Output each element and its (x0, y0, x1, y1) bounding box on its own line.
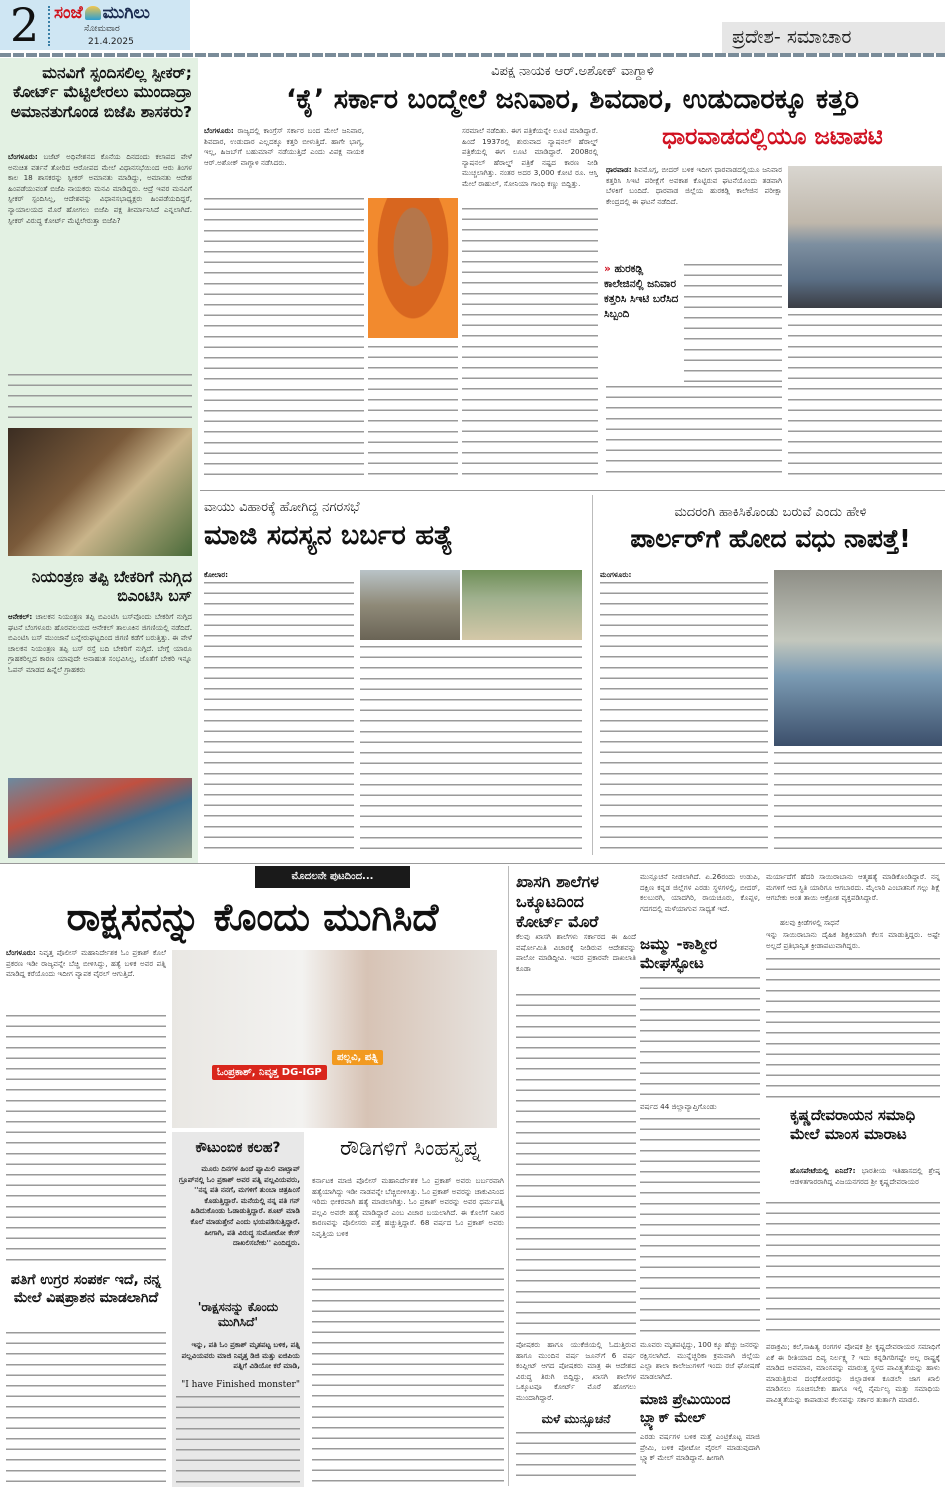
couple-photo (172, 950, 497, 1128)
quote-english: "I have Finished monster" (181, 1380, 300, 1390)
sidebar-story1-more-text (8, 372, 192, 420)
bride-headline: ಪಾರ್ಲರ್‌ಗೆ ಹೋದ ವಧು ನಾಪತ್ತೆ! (630, 524, 911, 553)
bride-kicker: ಮದರಂಗಿ ಹಾಕಿಸಿಕೊಂಡು ಬರುವೆ ಎಂದು ಹೇಳಿ (674, 505, 867, 520)
lead-headline: ‘ಕೈ’ ಸರ್ಕಾರ ಬಂದ್ಮೇಲೆ ಜನಿವಾರ, ಶಿವದಾರ, ಉಡುದಾರಕ್ಕೂ ಕತ್ತರಿ (286, 84, 859, 115)
lead-story-col1 (204, 126, 364, 196)
lead-story-col2-more (462, 206, 598, 481)
sports-more (766, 956, 940, 1104)
rowdy-body: ಕರ್ನಾಟಕ ಮಾಜಿ ಪೊಲೀಸ್ ಮಹಾನಿರ್ದೇಶಕ ಓಂ ಪ್ರಕಾಶ್ ಅವರು ಬರ್ಬರವಾಗಿ ಹತ್ಯೆಯಾಗಿದ್ದು ಇಡೀ ನಾಡವನ್ನೇ ಬೆಚ್ಚಿಬೀಳಿಸಿತ್ತು. ಓಂ ಪ್ರಕಾಶ್ ಅವರನ್ನು ಚಾಕುವಿನಿಂದ ಇರಿದು ಭೀಕರವಾಗಿ ಹತ್ಯೆ ಮಾಡಲಾಗಿತ್ತು. ಓಂ ಪ್ರಕಾಶ್ ಅವರನ್ನು ಅವರ ಧರ್ಮಪತ್ನಿ ಪಲ್ಲವಿ ಅವರೇ ಹತ್ಯೆ ಮಾಡಿದ್ದಾರೆ ಎಂಬ ವಿಚಾರ ಬಯಲಾಗಿದೆ. ಈ ಕೊಲೆಗೆ ನಿಖರ ಕಾರಣವನ್ನು ಪೊಲೀಸರು ಪತ್ತೆ ಹಚ್ಚುತ್ತಿದ್ದಾರೆ. 68 ವರ್ಷದ ಓಂ ಪ್ರಕಾಶ್ ಅವರು ನಿವೃತ್ತಿಯ ಬಳಿಕ (312, 1176, 504, 1238)
story-text: ಶಿವಮೊಗ್ಗ, ಬೀದರ್ ಬಳಿಕ ಇದೀಗ ಧಾರವಾಡದಲ್ಲಿಯೂ ಜನಿವಾರ ಕತ್ತರಿಸಿ ಸಿಇಟಿ ಪರೀಕ್ಷೆಗೆ ಅವಕಾಶ ಕೊಟ್ಟಿರುವ ಘಟನೆಯೊಂದು ತಡವಾಗಿ ಬೆಳಕಿಗೆ ಬಂದಿದೆ. ಧಾರವಾಡ ಜಿಲ್ಲೆಯ ಹುರಕಡ್ಲಿ ಕಾಲೇಜಿನ ಪರೀಕ್ಷಾ ಕೇಂದ್ರದಲ್ಲಿ ಈ ಘಟನೆ ನಡೆದಿದೆ. (606, 165, 782, 206)
side-story-more (684, 262, 782, 382)
column-divider (592, 495, 593, 855)
continued-tag: ಮೊದಲನೇ ಪುಟದಿಂದ... (255, 866, 410, 888)
murder-col1 (204, 580, 354, 850)
jk-tail: ಮೂವರು ಮೃತಪಟ್ಟಿದ್ದು, 100 ಕ್ಕೂ ಹೆಚ್ಚು ಜನರನ್ನು ರಕ್ಷಿಸಲಾಗಿದೆ. ಮುನ್ನೆಚ್ಚರಿಕಾ ಕ್ರಮವಾಗಿ ಜಿಲ್ಲೆಯ ಎಲ್ಲಾ ಶಾಲಾ ಕಾಲೇಜುಗಳಿಗೆ ಇಂದು ರಜೆ ಘೋಷಣೆ ಮಾಡಲಾಗಿದೆ. (640, 1340, 760, 1381)
family-box-more (176, 1394, 300, 1484)
sports-lead: ಮರ್ಯಾದೆಗೆ ಹೆದರಿ ಸಾಯಿರಾಬಾನು ಆತ್ಮಹತ್ಯೆ ಮಾಡಿಕೊಂಡಿದ್ದಾರೆ. ನನ್ನ ಮಗಳಿಗೆ ಆದ ಸ್ಥಿತಿ ಯಾರಿಗೂ ಆಗಬಾರದು. ಮೈಲಾರಿ ಎಂಬಾತನಿಗೆ ಗಲ್ಲು ಶಿಕ್ಷೆ ಆಗಬೇಕು ಅಂತ ತಾಯಿ ಆಕ್ರೋಶ ವ್ಯಕ್ತಪಡಿಸಿದ್ದಾರೆ. (766, 872, 940, 903)
side-story-col2 (788, 312, 942, 481)
student-photo (788, 166, 942, 308)
murder-col2 (360, 644, 582, 850)
dateline: ಬೆಂಗಳೂರು: (204, 126, 234, 135)
sports-subhead: ಹಲವು ಕ್ರೀಡೆಗಳಲ್ಲಿ ಸಾಧನೆ (780, 918, 840, 927)
lead-story-col1-more (204, 196, 364, 481)
quote-body: ಇನ್ನು, ಪತಿ ಓಂ ಪ್ರಕಾಶ್ ಮೃತಪಟ್ಟ ಬಳಿಕ, ಪತ್ನಿ ಪಲ್ಲವಿಯವರು ಮಾಜಿ ನಿವೃತ್ತ ಡಿಜಿ ಮತ್ತು ಐಜಿಪಿಯ ಪತ್ನಿಗೆ ವಿಡಿಯೋ ಕರೆ ಮಾಡಿ, (181, 1340, 300, 1371)
bride-groom-photo (774, 570, 942, 746)
bus-accident-photo (8, 778, 192, 858)
schools-more (516, 992, 636, 1337)
dateline: ಕೋಲಾರ: (204, 570, 229, 579)
story-text: ಬಜೆಟ್ ಅಧಿವೇಶನದ ಕೊನೆಯ ದಿನದಂದು ಕಲಾಪದ ವೇಳೆ ಅನುಚಿತ ವರ್ತನೆ ತೋರಿದ ಆರೋಪದ ಮೇಲೆ ವಿಧಾನಸಭೆಯಿಂದ ಆರು ತಿಂಗಳ ಕಾಲ 18 ಶಾಸಕರನ್ನು ಸ್ಪೀಕರ್ ಅಮಾನತು ಮಾಡಿದ್ದು, ಅಮಾನತು ಆದೇಶ ಹಿಂಪಡೆಯುವಂತೆ ಬಿಜೆಪಿ ನಾಯಕರು ಮನವಿ ಮಾಡಿದ್ದರು. ಆದ್ರೆ ಇವರ ಮನವಿಗೆ ಸ್ಪೀಕರ್ ಸ್ಪಂದಿಸಿಲ್ಲ, ಆದೇಶವನ್ನು ವಿಧಾನಸಭಾಧ್ಯಕ್ಷರು ಹಿಂಪಡೆಯದಿದ್ದರೆ, ನ್ಯಾಯಾಲಯದ ಮೊರೆ ಹೋಗಲು ಬಿಜೆಪಿ ಪಕ್ಷ ತೀರ್ಮಾನಿಸಿದೆ ಎನ್ನಲಾಗಿದೆ. ಸ್ಪೀಕರ್ ವಿರುದ್ಧ ಕೋರ್ಟ್ ಮೆಟ್ಟಿಲೇರುತ್ತಾ ಬಿಜೆಪಿ? (8, 152, 192, 225)
section-label: ಪ್ರದೇಶ- ಸಮಾಚಾರ (722, 22, 945, 53)
highlight-box (604, 262, 680, 322)
dateline: ಬೆಂಗಳೂರು: (8, 152, 38, 161)
assembly-photo (8, 428, 192, 556)
sidebar-story1-headline: ಮನವಿಗೆ ಸ್ಪಂದಿಸಲಿಲ್ಲ ಸ್ಪೀಕರ್; ಕೋರ್ಟ್ ಮೆಟ್ಟಿಲೇರಲು ಮುಂದಾದ್ರಾ ಅಮಾನತುಗೊಂಡ ಬಿಜೆಪಿ ಶಾಸಕರು? (10, 64, 192, 121)
brand-part1: ಸಂಜೆ (54, 3, 83, 23)
brand-logo (54, 3, 150, 23)
sidebar-story2-headline: ನಿಯಂತ್ರಣ ತಪ್ಪಿ ಬೇಕರಿಗೆ ನುಗ್ಗಿದ ಬಿಎಂಟಿಸಿ ಬಸ್ (31, 568, 192, 606)
krishna-more (766, 1200, 940, 1340)
highlight-text: ಹುರಕಡ್ಲಿ ಕಾಲೇಜಿನಲ್ಲಿ ಜನಿವಾರ ಕತ್ತರಿಸಿ ಸಿಇಟಿ ಬರೆಸಿದ ಸಿಬ್ಬಂದಿ (604, 263, 679, 320)
jk-more2 (640, 1116, 760, 1338)
bride-col1 (600, 580, 768, 850)
main-subheadline: ಪತಿಗೆ ಉಗ್ರರ ಸಂಪರ್ಕ ಇದೆ, ನನ್ನ ಮೇಲೆ ವಿಷಪ್ರಾಶನ ಮಾಡಲಾಗಿದೆ (10, 1272, 162, 1306)
krishna-body (790, 1166, 940, 1200)
main-story-more (6, 1013, 166, 1265)
column-divider (508, 866, 509, 1486)
rain-body: ಮುನ್ಸೂಚನೆ ನೀಡಲಾಗಿದೆ. ಏ.26ರಂದು ಉಡುಪಿ, ದಕ್ಷಿಣ ಕನ್ನಡ ಜಿಲ್ಲೆಗಳ ಎರಡು ಸ್ಥಳಗಳಲ್ಲಿ, ಬೀದರ್, ಕಲಬುರಗಿ, ಯಾದಗಿರಿ, ರಾಯಚೂರು, ಕೊಪ್ಪಳ, ಗದಗದಲ್ಲಿ ಮಳೆಯಾಗುವ ಸಾಧ್ಯತೆ ಇದೆ. (640, 872, 760, 913)
rowdy-more (312, 1266, 504, 1486)
sidebar-story1-body (8, 152, 192, 372)
crime-scene-photo (360, 570, 460, 640)
story-text: ಚಾಲಕನ ನಿಯಂತ್ರಣ ತಪ್ಪಿ ಬಿಎಂಟಿಸಿ ಬಸ್‌ವೊಂದು ಬೇಕರಿಗೆ ನುಗ್ಗಿದ ಘಟನೆ ಬೆಂಗಳೂರು ಹೊರವಲಯದ ಆನೇಕಲ್ ತಾಲೂಕಿನ ಜಿಗಣಿಯಲ್ಲಿ ನಡೆದಿದೆ. ಬಿಎಂಟಿಸಿ ಬಸ್ ಮುಂಜಾನೆ ಬನ್ನೇರುಘಟ್ಟದಿಂದ ಜಿಗಣಿ ಕಡೆಗೆ ಬರುತ್ತಿತ್ತು. ಈ ವೇಳೆ ಚಾಲಕನ ನಿಯಂತ್ರಣ ತಪ್ಪಿ ಬಸ್ ರಸ್ತೆ ಬದಿ ಬೇಕರಿಗೆ ನುಗ್ಗಿದೆ. ಬೇಗ್ಗೆ ಯಾರೂ ಗ್ರಾಹಕರಿಲ್ಲದ ಕಾರಣ ಯಾವುದೇ ಅನಾಹುತ ಸಂಭವಿಸಿಲ್ಲ, ಜೊತೆಗೆ ಬೇಕರಿ ಇನ್ನೂ ಓಪನ್ ಮಾಡದ ಹಿನ್ನೆಲೆ ಗ್ರಾಹಕರು (8, 612, 192, 674)
header-rule (0, 53, 945, 57)
dateline: ಹೊಸಪೇಟೆಯಲ್ಲಿ ಏನಿದೆ?: (790, 1166, 856, 1175)
murder-dateline (204, 570, 354, 580)
issue-date: 21.4.2025 (88, 37, 134, 47)
main-story-lead (6, 948, 166, 1013)
bride-dateline (600, 570, 768, 580)
side-story-body (606, 165, 782, 245)
side-story-more2 (606, 384, 782, 481)
lead-kicker: ವಿಪಕ್ಷ ನಾಯಕ ಆರ್.ಅಶೋಕ್ ವಾಗ್ದಾಳಿ (491, 64, 654, 79)
jk-more (640, 975, 760, 1100)
rain-headline: ಮಳೆ ಮುನ್ಸೂಚನೆ (541, 1412, 611, 1426)
rowdy-headline: ರೌಡಿಗಳಿಗೆ ಸಿಂಹಸ್ವಪ್ನ (339, 1136, 481, 1160)
blackmail-body: ಎರಡು ವರ್ಷಗಳ ಬಳಿಕ ಮತ್ತೆ ಎಂಟ್ರಿಕೊಟ್ಟ ಮಾಜಿ ಪ್ರೇಮಿ, ಬಳಿಕ ಪೋಟೋ ವೈರಲ್ ಮಾಡುವುದಾಗಿ ಬ್ಲ್ಯಾಕ್ ಮೇಲ್ ಮಾಡಿದ್ದಾನೆ. ಹೀಗಾಗಿ (640, 1432, 760, 1463)
issue-day: ಸೋಮವಾರ (84, 24, 120, 34)
murder-kicker: ವಾಯು ವಿಹಾರಕ್ಕೆ ಹೋಗಿದ್ದ ನಗರಸಭೆ (204, 500, 360, 515)
photo-label-wife: ಪಲ್ಲವಿ, ಪತ್ನಿ (332, 1050, 383, 1065)
schools-body: ಕೆಲವು ಖಾಸಗಿ ಶಾಲೆಗಳು ಸರ್ಕಾರದ ಈ ಹಿಂದೆ ವರ್ಷೋಮಿತಿ ವಿಚಾರಕ್ಕೆ ನೀಡಿರುವ ಆದೇಶವನ್ನು ಪಾಲೋ ಮಾಡಿದ್ದೀವಿ. ಇದರ ಪ್ರಕಾರವೇ ದಾಖಲಾತಿ ಕೂಡಾ (516, 932, 636, 973)
blackmail-headline: ಮಾಜಿ ಪ್ರೇಮಿಯಿಂದ ಬ್ಲ್ಯಾಕ್ ಮೇಲ್ (640, 1392, 731, 1426)
r-ashok-photo (368, 198, 458, 338)
story-text: ಭಾರತೀಯ ಇತಿಹಾಸದಲ್ಲಿ ಶ್ರೇಷ್ಠ ಆಡಳಿತಗಾರರಾಗಿದ್ದ ವಿಜಯನಗರದ ಶ್ರೀ ಕೃಷ್ಣದೇವರಾಯರ (790, 1166, 940, 1186)
schools-headline: ಖಾಸಗಿ ಶಾಲೆಗಳ ಒಕ್ಕೂಟದಿಂದ ಕೋರ್ಟ್ ಮೊರೆ (516, 872, 599, 931)
jk-headline: ಜಮ್ಮು -ಕಾಶ್ಮೀರ ಮೇಘಸ್ಫೋಟ (640, 935, 718, 972)
brand-part2: ಮುಗಿಲು (102, 3, 150, 23)
page-number: 2 (10, 0, 40, 52)
krishna-tail: ಪರಾಕ್ರಮಿ; ಕಲೆ,ಸಾಹಿತ್ಯ ರಂಗಗಳ ಪೋಷಕ ಶ್ರೀ ಕೃಷ್ಣದೇವರಾಯರ ಸಮಾಧಿಗೆ ಏಕೆ ಈ ರೀತಿಯಾದ ದಿವ್ಯ ನಿರ್ಲಕ್ಷ್ಯ ? ಇದು ಕನ್ನಡಿಗರಿಗಷ್ಟೇ ಅಲ್ಲ ರಾಷ್ಟ್ರಕ್ಕೆ ಮಾಡಿದ ಅವಮಾನ, ಮಾಂಸವನ್ನು ಮಾರುತ್ತ ಸ್ಥಳದ ಪಾವಿತ್ರ್ಯತೆಯನ್ನು ಹಾಳು ಮಾಡುತ್ತಿರುವ ದಂಧೆಕೋರರನ್ನು ಜಿಲ್ಲಾಡಳಿತ ಕೂಡಲೇ ಜಾಗ ಖಾಲಿ ಮಾಡಿಸಲು ಸೂಚಿಸಬೇಕು ಹಾಗೂ ಇಲ್ಲಿ ನೈರ್ಮಲ್ಯ ಮತ್ತು ಸಮಾಧಿಯ ಪಾವಿತ್ರ್ಯತೆಯನ್ನು ಕಾಪಾಡುವ ಕೆಲಸವನ್ನು ಸರ್ಕಾರ ತುರ್ತಾಗಿ ಮಾಡಲಿ. (766, 1342, 940, 1404)
victim-photo (462, 570, 582, 640)
divider (200, 490, 945, 491)
main-story-more2 (6, 1330, 166, 1485)
masthead-divider (48, 6, 50, 46)
jk-stat: ವರ್ಷದ 44 ಜಿಲ್ಲಾವ್ಯಾಪ್ತಿಗೊಂಡು (640, 1102, 717, 1111)
story-text: ರಾಜ್ಯದಲ್ಲಿ ಕಾಂಗ್ರೆಸ್ ಸರ್ಕಾರ ಬಂದ ಮೇಲೆ ಜನಿವಾರ, ಶಿವದಾರ, ಉಡುದಾರ ಎಲ್ಲದಕ್ಕೂ ಕತ್ತರಿ ಬೀಳುತ್ತಿದೆ. ಹಾಗೇ ಭಾಗ್ಯ, ಇಲ್ಲ, ಹಿಜಬ್‌ಗೆ ಬಹುಮಾನ್ ನಡೆಯುತ್ತಿದೆ ಎಂದು ವಿಪಕ್ಷ ನಾಯಕ ಆರ್.ಅಶೋಕ್ ವಾಗ್ದಾಳಿ ನಡೆಸಿದರು. (204, 126, 364, 167)
story-text: ನಿವೃತ್ತ ಪೊಲೀಸ್ ಮಹಾನಿರ್ದೇಶಕ ಓಂ ಪ್ರಕಾಶ್ ಕೊಲೆ ಪ್ರಕರಣ ಇಡೀ ರಾಜ್ಯವನ್ನೇ ಬೆಚ್ಚಿ ಬೀಳಿಸಿದ್ದು, ಹತ್ಯೆ ಬಳಿಕ ಅವರ ಪತ್ನಿ ಮಾಡಿದ್ದ ಕರೆಯೊಂದು ಇದೀಗ ವ್ಯಾಪಕ ವೈರಲ್ ಆಗುತ್ತಿದೆ. (6, 948, 166, 979)
rain-more (516, 1430, 636, 1485)
krishna-headline: ಕೃಷ್ಣದೇವರಾಯನ ಸಮಾಧಿ ಮೇಲೆ ಮಾಂಸ ಮಾರಾಟ (790, 1106, 916, 1143)
dateline: ಧಾರವಾಡ: (606, 165, 632, 174)
sports-body: ಇನ್ನು ಸಾಯಿರಾಬಾನು ದೈಹಿಕ ಶಿಕ್ಷಕಿಯಾಗಿ ಕೆಲಸ ಮಾಡುತ್ತಿದ್ದರು. ಅಷ್ಟೇ ಅಲ್ಲದೆ ಪ್ರತಿಭಾನ್ವಿತ ಕ್ರೀಡಾಪಟುವಾಗಿದ್ದರು. (766, 930, 940, 950)
lead-story-col2: ಸರಮಾಲೆ ನಡೆದಿತು. ಈಗ ಪತ್ರಿಕೆಯನ್ನೇ ಲೂಟಿ ಮಾಡಿದ್ದಾರೆ. ಹಿಂದೆ 1937ರಲ್ಲಿ ಶುರುವಾದ ನ್ಯಾಷನಲ್ ಹೆರಾಲ್ಡ್ ಪತ್ರಿಕೆಯಲ್ಲಿ ಈಗ ಲೂಟಿ ಮಾಡಿದ್ದಾರೆ. 2008ರಲ್ಲಿ ನ್ಯಾಷನಲ್ ಹೆರಾಲ್ಡ್ ಪತ್ರಿಕೆ ನಷ್ಟದ ಕಾರಣ ನೀಡಿ ಮುಚ್ಚಲಾಗಿತ್ತು. ನಂತರ ಅದರ 3,000 ಕೋಟಿ ರೂ. ಆಸ್ತಿ ಮೇಲೆ ರಾಹುಲ್, ಸೋನಿಯಾ ಗಾಂಧಿ ಕಣ್ಣು ಬಿದ್ದಿತ್ತು. (462, 126, 598, 188)
quote-headline: 'ರಾಕ್ಷಸನನ್ನು ಕೊಂದು ಮುಗಿಸಿದೆ' (197, 1300, 279, 1329)
bride-col2 (774, 750, 942, 850)
family-box-headline: ಕೌಟುಂಬಿಕ ಕಲಹ? (195, 1140, 281, 1156)
murder-headline: ಮಾಜಿ ಸದಸ್ಯನ ಬರ್ಬರ ಹತ್ಯೆ (204, 520, 454, 551)
photo-label-husband: ಓಂಪ್ರಕಾಶ್, ನಿವೃತ್ತ DG-IGP (212, 1065, 327, 1080)
dateline: ಆನೇಕಲ್: (8, 612, 33, 621)
main-headline: ರಾಕ್ಷಸನನ್ನು ಕೊಂದು ಮುಗಿಸಿದೆ (66, 895, 439, 939)
side-story-headline: ಧಾರವಾಡದಲ್ಲಿಯೂ ಜಟಾಪಟಿ (662, 124, 883, 150)
sidebar-story2-body (8, 612, 192, 792)
lead-story-col2a-more (368, 344, 458, 481)
schools-tail: ಪೋಷಕರು ಹಾಗೂ ಯುಕೆಜಿಯಲ್ಲಿ ಓದುತ್ತಿರುವ ಹಾಗೂ ಮುಂದಿನ ವರ್ಷ ಜೂನ್‌ಗೆ 6 ವರ್ಷ ಕಂಪ್ಲೀಟ್ ಆಗದ ಪೋಷಕರು ಮಾತ್ರ ಈ ಆದೇಶದ ವಿರುದ್ಧ ತಿರುಗಿ ಬಿದ್ದಿದ್ದು, ಖಾಸಗಿ ಶಾಲೆಗಳ ಒಕ್ಕೂಟವೂ ಕೋರ್ಟ್ ಮೊರೆ ಹೋಗಲು ಮುಂದಾಗಿದ್ದಾರೆ. (516, 1340, 636, 1402)
divider (0, 863, 945, 864)
dateline: ಬೆಂಗಳೂರು: (6, 948, 36, 957)
double-chevron-icon: » (604, 263, 611, 275)
dateline: ಮಂಗಳೂರು: (600, 570, 632, 579)
palm-sun-icon (85, 6, 101, 20)
family-box-body: ಮೂರು ದಿನಗಳ ಹಿಂದೆ ಫ್ಯಾಮಿಲಿ ವಾಟ್ಸಾಪ್ ಗ್ರೂಪ್‌ನಲ್ಲಿ ಓಂ ಪ್ರಕಾಶ್ ಅವರ ಪತ್ನಿ ಪಲ್ಲವಿಯವರು, ''ನನ್ನ ಪತಿ ನನಗೆ, ಮಗಳಿಗೆ ತುಂಬಾ ಚಿತ್ರಹಿಂಸೆ ಕೊಡುತ್ತಿದ್ದಾರೆ. ಮನೆಯಲ್ಲಿ ನನ್ನ ಪತಿ ಗನ್ ಹಿಡಿದುಕೊಂಡು ಓಡಾಡುತ್ತಿದ್ದಾರೆ. ಶೂಟ್ ಮಾಡಿ ಕೊಲೆ ಮಾಡುತ್ತೇನೆ ಎಂದು ಭಯಪಡಿಸುತ್ತಿದ್ದಾರೆ. ಹೀಗಾಗಿ, ಪತಿ ವಿರುದ್ಧ ಸುಮೋಟೋ ಕೇಸ್ ದಾಖಲಿಸಬೇಕು'' ಎಂದಿದ್ದರು. (178, 1164, 300, 1248)
